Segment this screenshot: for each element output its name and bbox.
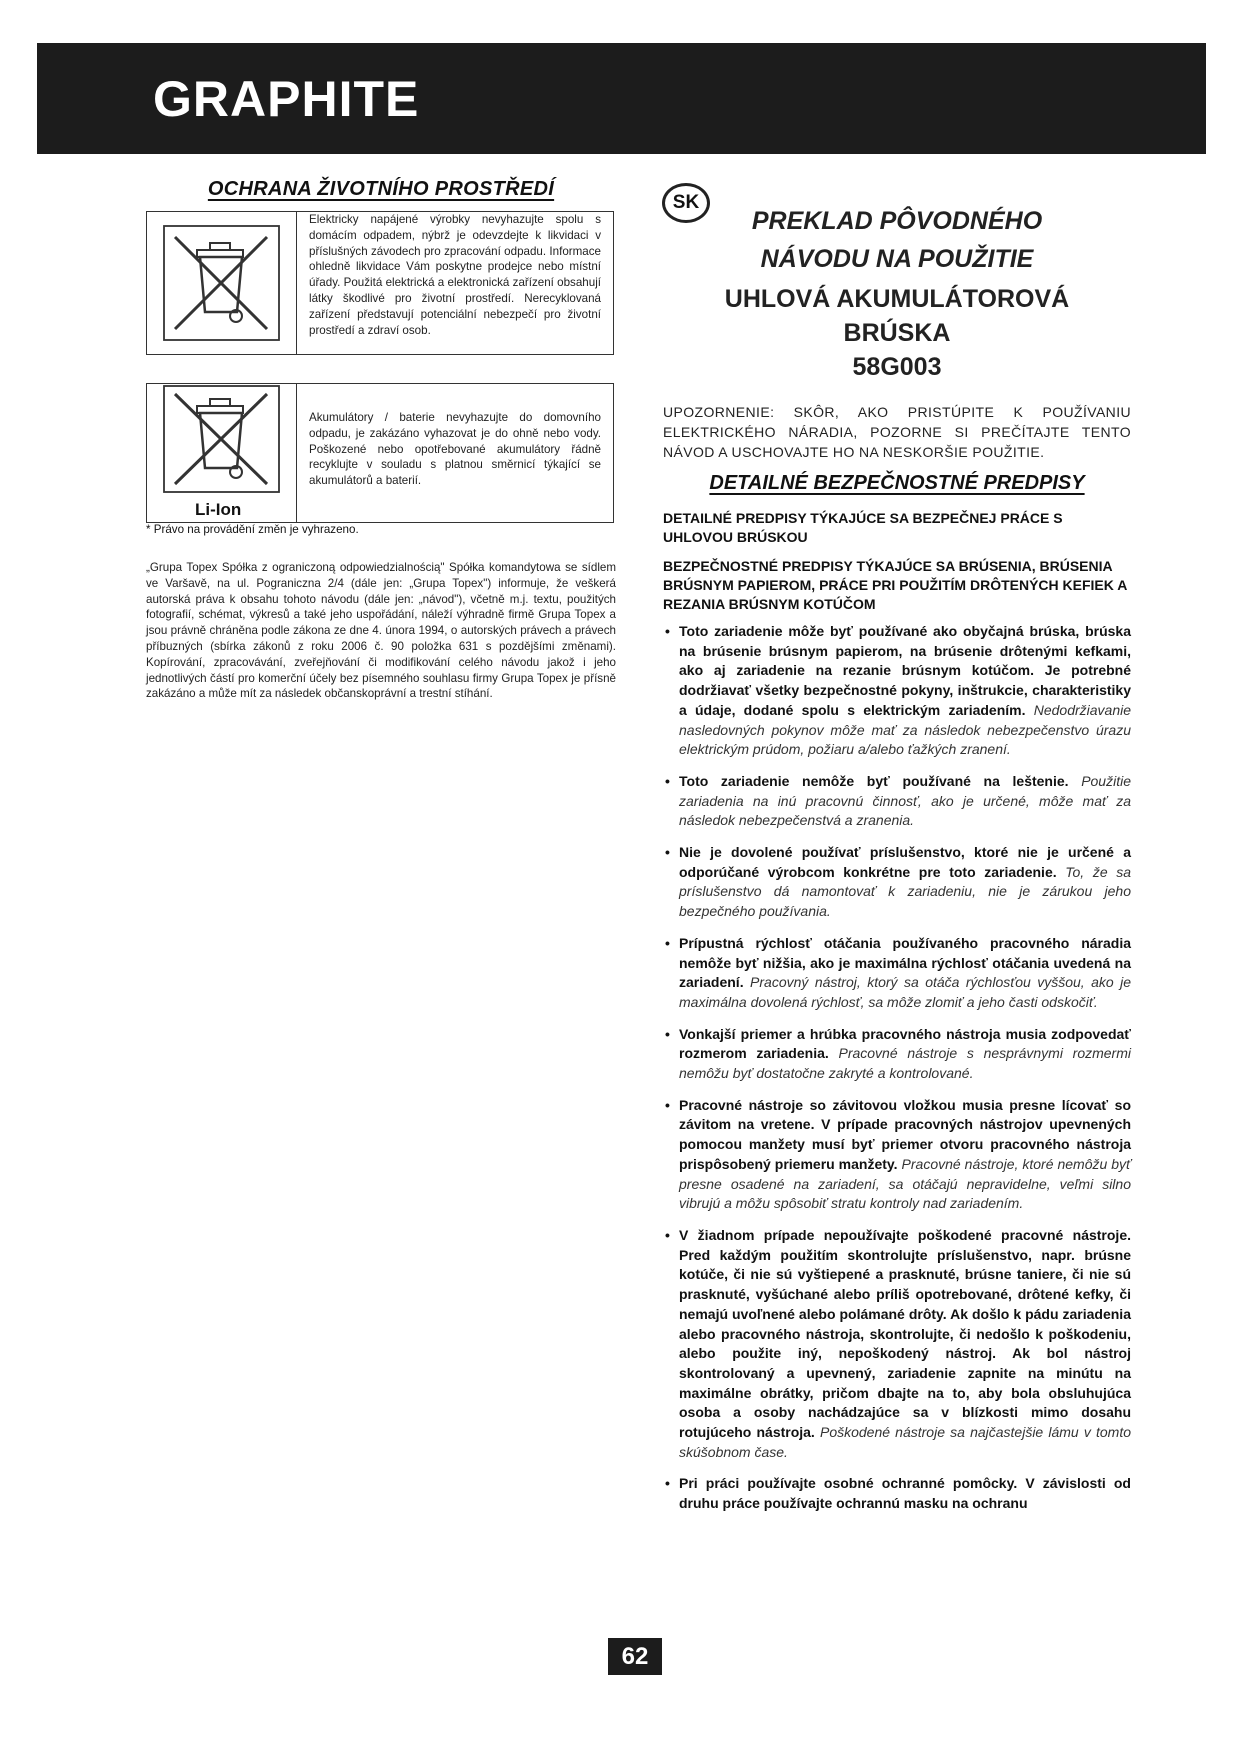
translation-title-line2: NÁVODU NA POUŽITIE bbox=[760, 245, 1034, 273]
brand-text: GRAPHITE bbox=[153, 71, 420, 127]
safety-item: • Pracovné nástroje so závitovou vložkou musia presne lícovať so závitom na vretene. V prípade pracovných nástrojov upevnených pomocou manžety musí byť priemer otvoru pracovného nástroja prispôsobený priemeru manžety. Pracovné nástroje, ktoré nemôžu byť presne osadené na zariadení, sa otáčajú nepravidelne, veľmi silno vibrujú a môžu spôsobiť stratu kontroly nad zariadením. bbox=[663, 1096, 1131, 1214]
right-column bbox=[663, 180, 1131, 1526]
safety-heading-2: BEZPEČNOSTNÉ PREDPISY TÝKAJÚCE SA BRÚSENIA, BRÚSENIA BRÚSNYM PAPIEROM, PRÁCE PRI POUŽITÍM DRÔTENÝCH KEFIEK A REZANIA BRÚSNYM KOTÚČOM bbox=[663, 558, 1127, 612]
page-number: 62 bbox=[608, 1638, 662, 1675]
left-column bbox=[146, 178, 616, 702]
product-name-line2: BRÚSKA bbox=[843, 319, 951, 347]
safety-item: • Nie je dovolené používať príslušenstvo, ktoré nie je určené a odporúčané výrobcom konkrétne pre toto zariadenie. To, že sa príslušenstvo dá namontovať k zariadeniu, nie je zárukou jeho bezpečného používania. bbox=[663, 843, 1131, 922]
safety-item: • V žiadnom prípade nepoužívajte poškodené pracovné nástroje. Pred každým použitím skontrolujte príslušenstvo, napr. brúsne kotúče, či nie sú vyštiepené a prasknuté, brúsne taniere, či nie sú prasknuté, vyšúchané alebo príliš opotrebované, drôtené kefky, či nemajú uvoľnené alebo polámané drôty. Ak došlo k pádu zariadenia alebo pracovného nástroja, skontrolujte, či nedošlo k poškodeniu, alebo použite iný, nepoškodený nástroj. Ak bol nástroj skontrolovaný a upevnený, zariadenie zapnite na minútu na maximálne obrátky, pričom dbajte na to, aby bola obsluhujúca osoba a osoby nachádzajúce sa v blízkosti mimo dosahu rotujúceho nástroja. Poškodené nástroje sa najčastejšie lámu v tomto skúšobnom čase. bbox=[663, 1226, 1131, 1462]
rights-note: * Právo na provádění změn je vyhrazeno. bbox=[146, 523, 359, 536]
model-number: 58G003 bbox=[852, 353, 942, 381]
battery-icon-cell bbox=[147, 384, 297, 522]
safety-list bbox=[663, 622, 1131, 1514]
header-bar bbox=[37, 43, 1206, 154]
li-ion-label: Li-Ion bbox=[195, 500, 242, 519]
product-name-line1: UHLOVÁ AKUMULÁTOROVÁ bbox=[724, 285, 1070, 313]
battery-disposal-box bbox=[146, 383, 614, 523]
copyright-notice: „Grupa Topex Spółka z ograniczoną odpowiedzialnością" Spółka komandytowa se sídlem ve Varšavě, na ul. Pograniczna 2/4 (dále jen: „Grupa Topex") informuje, že veškerá autorská práva k obsahu tohoto návodu (dále jen: „návod"), včetně m.j. textu, použitých fotografií, schémat, výkresů a také jeho uspořádání, náleží výhradně firmě Grupa Topex a jsou právně chráněna podle zákona ze dne 4. února 1994, o autorských právech a právech příbuzných (sbírka zákonů z roku 2006 č. 90 položka 631 s pozdějšími změnami). Kopírování, zpracovávání, zveřejňování či modifikování celého návodu jakož i jeho jednotlivých částí pro komerční účely bez písemného souhlasu firmy Grupa Topex je přísně zakázáno a může mít za následek občanskoprávní a trestní stíhání. bbox=[146, 561, 616, 701]
safety-item: • Vonkajší priemer a hrúbka pracovného nástroja musia zodpovedať rozmerom zariadenia. Pracovné nástroje s nesprávnymi rozmermi nemôžu byť dostatočne zakryté a kontrolované. bbox=[663, 1025, 1131, 1084]
brand-logo bbox=[153, 71, 473, 132]
language-badge: SK bbox=[662, 183, 710, 223]
environment-section-title: OCHRANA ŽIVOTNÍHO PROSTŘEDÍ bbox=[207, 178, 555, 200]
translation-title-line1: PREKLAD PÔVODNÉHO bbox=[751, 207, 1043, 235]
weee-disposal-box bbox=[146, 211, 614, 355]
safety-item: • Prípustná rýchlosť otáčania používaného pracovného náradia nemôže byť nižšia, ako je maximálna rýchlosť otáčania uvedená na zariadení. Pracovný nástroj, ktorý sa otáča rýchlosťou vyššou, ako je maximálna dovolená rýchlosť, sa môže zlomiť a jeho časti odskočiť. bbox=[663, 934, 1131, 1013]
weee-disposal-text: Elektricky napájené výrobky nevyhazujte spolu s domácím odpadem, nýbrž je odevzdejte k likvidaci v příslušných závodech pro zpracování odpadu. Informace ohledně likvidace Vám poskytne prodejce nebo místní úřady. Použitá elektrická a elektronická zařízení obsahují látky škodlivé pro životní prostředí. Nerecyklovaná zařízení představují potenciální nebezpečí pro životní prostředí a zdraví osob. bbox=[309, 213, 601, 337]
battery-disposal-text: Akumulátory / baterie nevyhazujte do domovního odpadu, je zakázáno vyhazovat je do ohně nebo vody. Poškozené nebo opotřebované akumulátory řádně recyklujte v souladu s platnou směrnicí týkající se akumulátorů a baterií. bbox=[309, 411, 601, 488]
usage-warning: UPOZORNENIE: SKÔR, AKO PRISTÚPITE K POUŽÍVANIU ELEKTRICKÉHO NÁRADIA, POZORNE SI PREČÍTAJTE TENTO NÁVOD A USCHOVAJTE HO NA NESKORŠIE POUŽITIE. bbox=[663, 404, 1131, 460]
safety-item: • Toto zariadenie nemôže byť používané na leštenie. Použitie zariadenia na inú pracovnú činnosť, ako je určené, môže mať za následok nebezpečenstvá a zranenia. bbox=[663, 772, 1131, 831]
safety-item: • Pri práci používajte osobné ochranné pomôcky. V závislosti od druhu práce používajte ochrannú masku na ochranu bbox=[663, 1474, 1131, 1513]
safety-item: • Toto zariadenie môže byť používané ako obyčajná brúska, brúska na brúsenie brúsnym papierom, na brúsenie drôtenými kefkami, ako aj zariadenie na rezanie brúsnym kotúčom. Je potrebné dodržiavať všetky bezpečnostné pokyny, inštrukcie, charakteristiky a údaje, dodané spolu s elektrickým zariadením. Nedodržiavanie nasledovných pokynov môže mať za následok nebezpečenstvo úrazu elektrickým prúdom, požiaru a/alebo ťažkých zranení. bbox=[663, 622, 1131, 760]
safety-section-title: DETAILNÉ BEZPEČNOSTNÉ PREDPISY bbox=[709, 472, 1085, 494]
crossed-bin-battery-icon bbox=[147, 384, 296, 496]
safety-heading-1: DETAILNÉ PREDPISY TÝKAJÚCE SA BEZPEČNEJ PRÁCE S UHLOVOU BRÚSKOU bbox=[663, 510, 1063, 545]
crossed-bin-icon bbox=[147, 212, 296, 354]
weee-icon-cell bbox=[147, 212, 297, 354]
